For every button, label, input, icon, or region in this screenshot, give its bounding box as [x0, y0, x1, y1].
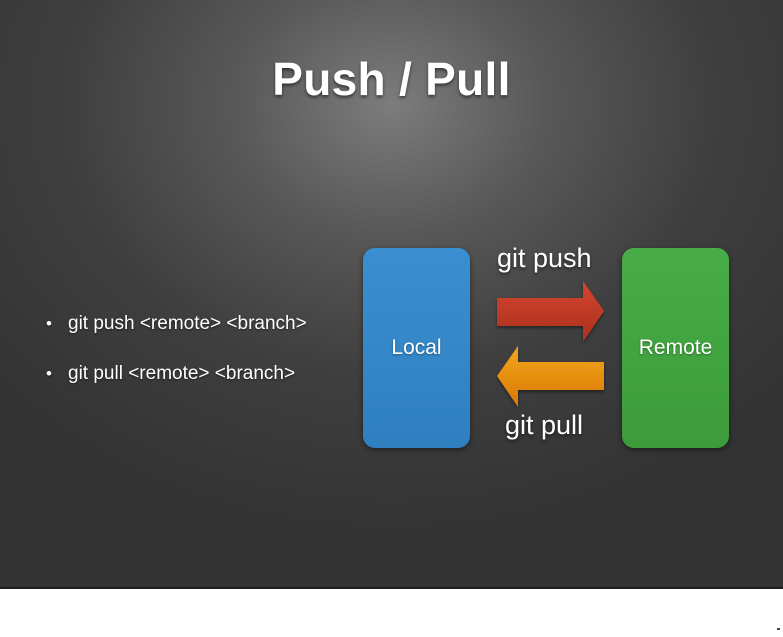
bullet-marker: • — [46, 364, 52, 383]
remote-label: Remote — [638, 336, 713, 359]
bullet-text-pull: git pull <remote> <branch> — [68, 363, 296, 384]
bottom-area — [0, 589, 783, 637]
pull-label: git pull — [505, 410, 584, 440]
slide-title: Push / Pull — [272, 53, 511, 105]
push-arrow — [497, 281, 604, 342]
bullet-marker: • — [46, 314, 52, 333]
push-label: git push — [497, 243, 592, 273]
local-label: Local — [391, 336, 442, 359]
bullet-text-push: git push <remote> <branch> — [68, 313, 307, 334]
corner-mark — [777, 628, 780, 630]
pull-arrow — [497, 346, 604, 407]
